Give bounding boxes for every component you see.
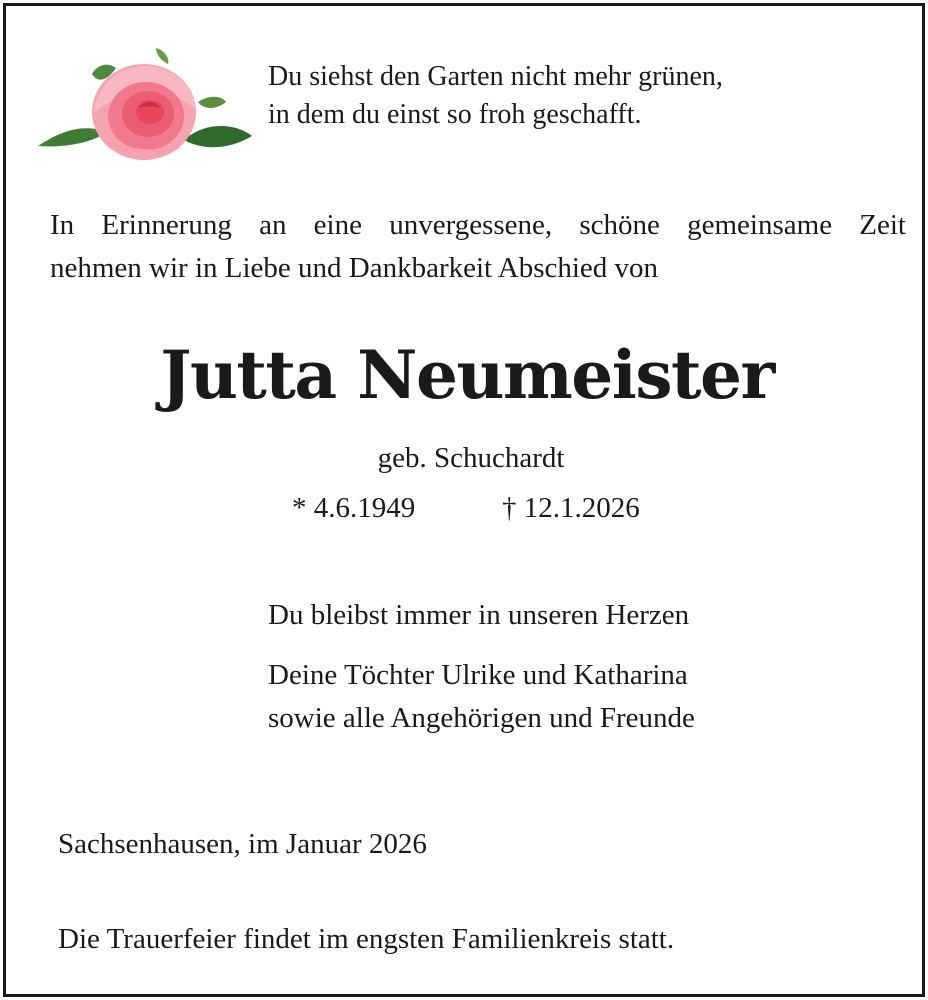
- rose-icon: [34, 44, 256, 162]
- intro-line-2: nehmen wir in Liebe und Dankbarkeit Abschied von: [50, 252, 659, 284]
- deceased-name: Jutta Neumeister: [160, 336, 774, 414]
- mourners: [268, 654, 695, 740]
- death-date: † 12.1.2026: [502, 492, 640, 524]
- intro-text: [50, 204, 906, 290]
- intro-line-1: In Erinnerung an eine unvergessene, schöne gemeinsame Zeit: [50, 209, 906, 241]
- obituary-frame: [3, 3, 925, 997]
- funeral-notice: Die Trauerfeier findet im engsten Familienkreis statt.: [58, 923, 675, 955]
- poem: [268, 58, 723, 134]
- poem-line-2: in dem du einst so froh geschafft.: [268, 99, 642, 130]
- mourners-line-2: sowie alle Angehörigen und Freunde: [268, 702, 695, 734]
- place-date: Sachsenhausen, im Januar 2026: [58, 828, 427, 860]
- poem-line-1: Du siehst den Garten nicht mehr grünen,: [268, 61, 723, 92]
- birth-date: * 4.6.1949: [292, 492, 416, 524]
- mourners-line-1: Deine Töchter Ulrike und Katharina: [268, 659, 688, 691]
- birth-name: geb. Schuchardt: [377, 442, 565, 474]
- closing-line: Du bleibst immer in unseren Herzen: [268, 599, 690, 631]
